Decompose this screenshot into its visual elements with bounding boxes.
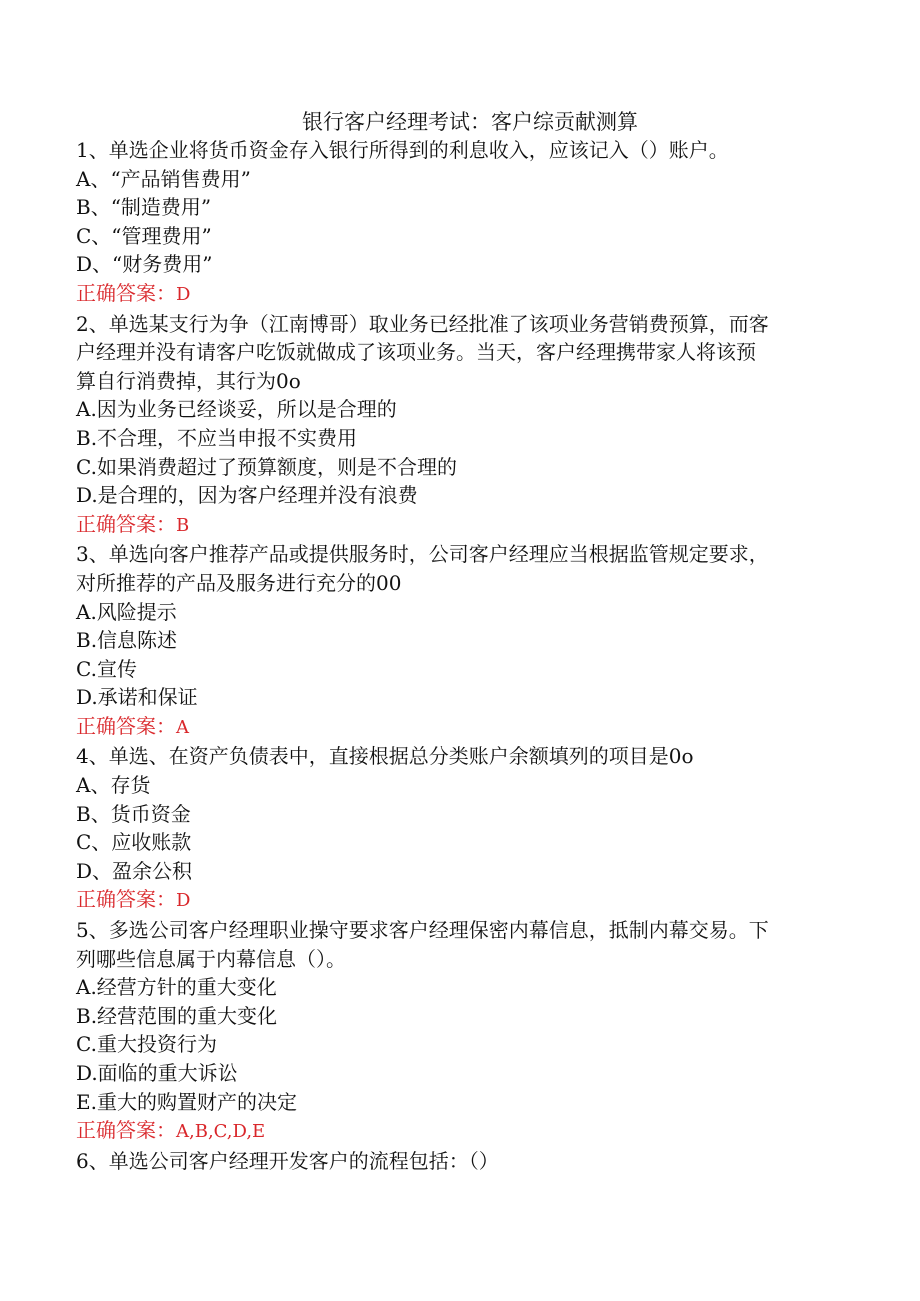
document-title: 银行客户经理考试：客户综贡献测算 xyxy=(302,110,638,134)
correct-answer xyxy=(76,885,846,916)
option-b: B.经营范围的重大变化 xyxy=(76,1003,278,1028)
question-stem: 对所推荐的产品及服务进行充分的00 xyxy=(76,570,402,595)
document-page xyxy=(76,108,846,1175)
answer-value: A,B,C,D,E xyxy=(176,1121,266,1143)
option-b: B.信息陈述 xyxy=(76,628,178,653)
option-c: C.宣传 xyxy=(76,656,137,681)
answer-label: 正确答案： xyxy=(76,713,176,738)
question-1 xyxy=(76,136,846,310)
option-d: D.面临的重大诉讼 xyxy=(76,1061,238,1085)
answer-value: D xyxy=(176,890,191,912)
correct-answer xyxy=(76,1116,846,1147)
question-stem: 3、单选向客户推荐产品或提供服务时，公司客户经理应当根据监管规定要求， xyxy=(76,542,769,567)
question-stem: 1、单选企业将货币资金存入银行所得到的利息收入，应该记入（）账户。 xyxy=(76,138,729,162)
question-3 xyxy=(76,540,846,742)
correct-answer xyxy=(76,279,846,310)
question-stem: 5、多选公司客户经理职业操守要求客户经理保密内幕信息，抵制内幕交易。下 xyxy=(76,918,769,943)
option-a: A.因为业务已经谈妥，所以是合理的 xyxy=(76,397,397,422)
question-stem: 列哪些信息属于内幕信息（）。 xyxy=(76,946,346,971)
correct-answer xyxy=(76,510,846,541)
option-c: C、“管理费用” xyxy=(76,223,212,248)
option-b: B、货币资金 xyxy=(76,801,191,826)
option-d: D.是合理的，因为客户经理并没有浪费 xyxy=(76,483,418,508)
option-b: B.不合理，不应当申报不实费用 xyxy=(76,425,358,450)
question-stem: 算自行消费掉，其行为0o xyxy=(76,368,301,393)
option-a: A.风险提示 xyxy=(76,599,177,624)
correct-answer xyxy=(76,712,846,743)
option-e: E.重大的购置财产的决定 xyxy=(76,1089,297,1114)
option-c: C.重大投资行为 xyxy=(76,1032,217,1057)
question-stem: 2、单选某支行为争（江南博哥）取业务已经批准了该项业务营销费预算，而客 xyxy=(76,311,769,336)
question-5 xyxy=(76,916,846,1147)
option-d: D.承诺和保证 xyxy=(76,685,198,710)
option-c: C、应收账款 xyxy=(76,830,192,855)
question-stem: 户经理并没有请客户吃饭就做成了该项业务。当天，客户经理携带家人将该预 xyxy=(76,340,756,365)
question-4 xyxy=(76,742,846,916)
question-stem: 6、单选公司客户经理开发客户的流程包括：（） xyxy=(76,1148,499,1173)
question-stem: 4、单选、在资产负债表中，直接根据总分类账户余额填列的项目是0o xyxy=(76,744,694,769)
answer-value: B xyxy=(176,514,190,536)
answer-label: 正确答案： xyxy=(76,280,176,305)
answer-label: 正确答案： xyxy=(76,511,176,536)
answer-value: D xyxy=(176,283,191,305)
option-a: A.经营方针的重大变化 xyxy=(76,975,277,1000)
answer-label: 正确答案： xyxy=(76,887,176,912)
option-a: A、存货 xyxy=(76,773,151,798)
question-2 xyxy=(76,310,846,541)
option-d: D、“财务费用” xyxy=(76,252,213,277)
answer-value: A xyxy=(176,716,189,738)
option-c: C.如果消费超过了预算额度，则是不合理的 xyxy=(76,454,457,479)
answer-label: 正确答案： xyxy=(76,1118,176,1143)
question-6 xyxy=(76,1147,846,1176)
option-d: D、盈余公积 xyxy=(76,858,193,883)
option-b: B、“制造费用” xyxy=(76,195,212,220)
option-a: A、“产品销售费用” xyxy=(76,166,251,191)
